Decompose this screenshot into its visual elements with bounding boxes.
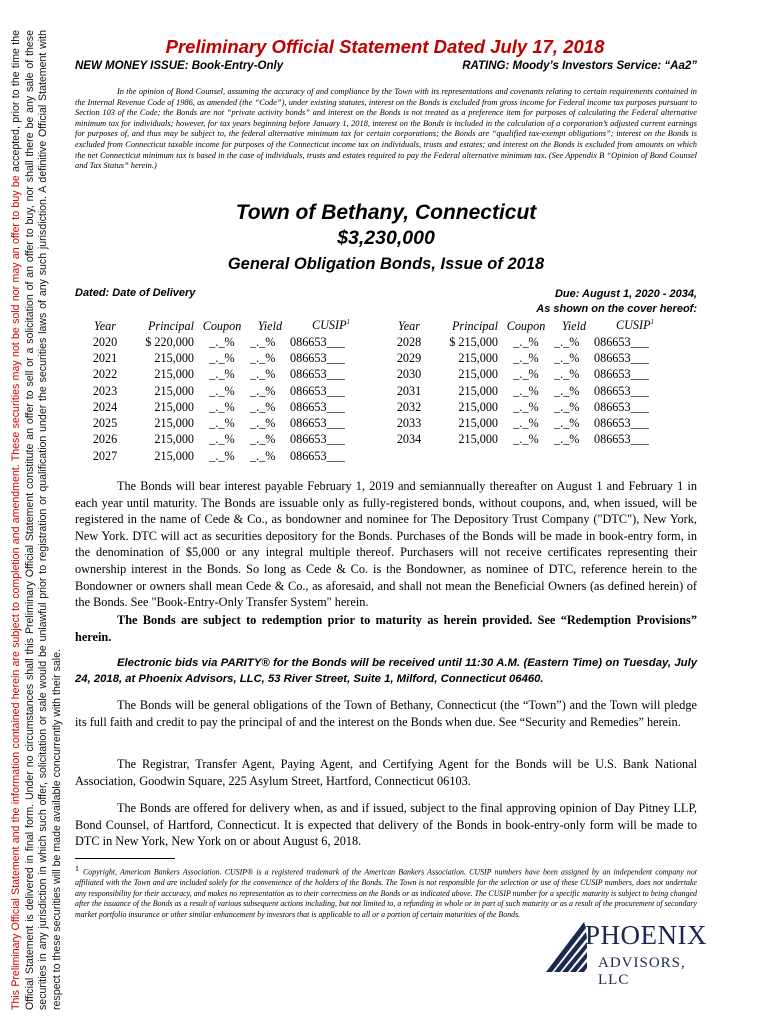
maturity-row (86, 367, 372, 383)
cell-principal: 215,000 (458, 432, 498, 447)
cell-yield: _._% (250, 432, 276, 447)
cell-coupon: _._% (513, 399, 539, 414)
registrar-paragraph: The Registrar, Transfer Agent, Paying Agent, and Certifying Agent for the Bonds will be U.S. Bank National Association, Goodwin Square, 225 Asylum Street, Hartford, Connecticut 06103. (75, 757, 697, 788)
maturity-row (390, 415, 676, 431)
issue-type: NEW MONEY ISSUE: Book-Entry-Only (75, 60, 284, 72)
issue-amount: $3,230,000 (337, 227, 435, 249)
cell-year: 2033 (396, 416, 422, 431)
cell-year: 2032 (396, 399, 422, 414)
maturity-row (390, 383, 676, 399)
cell-yield: _._% (554, 350, 580, 365)
table-header-row (390, 318, 676, 334)
phoenix-advisors-logo (544, 918, 707, 990)
maturity-row (86, 415, 372, 431)
cell-principal: 215,000 (154, 399, 194, 414)
cell-cusip: 086653___ (594, 432, 649, 447)
cell-coupon: _._% (513, 367, 539, 382)
maturity-row (86, 399, 372, 415)
document-title: Preliminary Official Statement Dated July 17, 2018 (165, 36, 605, 57)
maturity-table-right (390, 318, 676, 448)
cell-yield: _._% (250, 350, 276, 365)
cell-principal: 215,000 (154, 432, 194, 447)
cell-coupon: _._% (513, 416, 539, 431)
cell-coupon: _._% (209, 432, 235, 447)
cell-coupon: _._% (209, 367, 235, 382)
phoenix-wing-icon (544, 918, 588, 974)
cell-cusip: 086653___ (290, 416, 345, 431)
cusip-footnote (75, 864, 697, 921)
footnote-text: Copyright, American Bankers Association. CUSIP® is a registered trademark of the American Bankers Association. CUSIP numbers have been assigned by an independent company not affiliated with the Town and are included solely for the convenience of the holders of the Bonds. The Town is not responsible for the selection or use of these CUSIP numbers, does not undertake any responsibility for their accuracy, and makes no representation as to their correctness on the Bonds or as indicated above. The CUSIP number for a specific maturity is subject to being changed after the issuance of the Bonds as a result of various subsequent actions including, but not limited to, a refunding in whole or in part of such maturity or as a result of the procurement of secondary market portfolio insurance or other similar enhancement by investors that is applicable to all or a portion of certain maturities of the Bonds. (75, 867, 697, 919)
header-cusip (290, 318, 372, 334)
header-cusip-note: 1 (650, 318, 655, 327)
cell-year: 2020 (92, 334, 118, 349)
cell-year: 2026 (92, 432, 118, 447)
cell-cusip: 086653___ (594, 367, 649, 382)
cell-coupon: _._% (209, 350, 235, 365)
header-coupon: Coupon (506, 318, 546, 333)
cell-yield: _._% (250, 367, 276, 382)
cell-cusip: 086653___ (594, 416, 649, 431)
header-yield: Yield (257, 318, 283, 333)
cell-cusip: 086653___ (290, 399, 345, 414)
cell-yield: _._% (554, 383, 580, 398)
disclaimer-text (10, 30, 64, 1010)
disclaimer-sidebar (2, 0, 72, 1024)
cell-cusip: 086653___ (594, 399, 649, 414)
maturity-row (86, 334, 372, 350)
header-cusip-label: CUSIP (615, 318, 651, 333)
cell-principal: 215,000 (458, 383, 498, 398)
cell-coupon: _._% (513, 383, 539, 398)
cell-coupon: _._% (209, 448, 235, 463)
header-cusip-label: CUSIP (311, 318, 347, 333)
cell-coupon: _._% (513, 350, 539, 365)
maturity-row (390, 334, 676, 350)
cell-principal: 215,000 (154, 416, 194, 431)
cell-principal: $ 220,000 (145, 334, 194, 349)
cell-year: 2025 (92, 416, 118, 431)
cell-year: 2027 (92, 448, 118, 463)
dated-date: Dated: Date of Delivery (75, 287, 196, 299)
maturity-row (86, 350, 372, 366)
cell-cusip: 086653___ (594, 334, 649, 349)
cell-principal: 215,000 (458, 416, 498, 431)
cell-coupon: _._% (513, 334, 539, 349)
cell-yield: _._% (554, 399, 580, 414)
rating: RATING: Moody’s Investors Service: “Aa2” (462, 60, 697, 72)
cell-cusip: 086653___ (290, 350, 345, 365)
cell-coupon: _._% (209, 383, 235, 398)
cell-year: 2022 (92, 367, 118, 382)
maturity-row (86, 383, 372, 399)
cell-principal: 215,000 (458, 399, 498, 414)
logo-line-2: ADVISORS, LLC (598, 955, 686, 988)
cell-principal: 215,000 (154, 367, 194, 382)
cell-year: 2031 (396, 383, 422, 398)
cell-yield: _._% (554, 432, 580, 447)
interest-paragraph: The Bonds will bear interest payable February 1, 2019 and semiannually thereafter on August 1 and February 1 in each year until maturity. The Bonds are issuable only as fully-registered bonds, without coupons, and, when issued, will be registered in the name of Cede & Co., as bondowner and nominee for The Depository Trust Company ("DTC"), New York, New York. DTC will act as securities depository for the Bonds. Purchases of the Bonds will be made in book-entry form, in the denomination of $5,000 or any integral multiple thereof. Purchasers will not receive certificates representing their ownership interest in the Bonds. So long as Cede & Co. is the Bondowner, as nominee of DTC, reference herein to the Bondowner or owners shall mean Cede & Co., as aforesaid, and shall not mean the Beneficial Owners (as defined herein) of the Bonds. See "Book-Entry-Only Transfer System" herein. (75, 479, 697, 610)
cell-year: 2029 (396, 350, 422, 365)
cell-year: 2021 (92, 350, 118, 365)
table-header-row (86, 318, 372, 334)
maturity-row (86, 448, 372, 464)
header-cusip-note: 1 (346, 318, 351, 327)
cell-year: 2028 (396, 334, 422, 349)
cell-principal: 215,000 (154, 448, 194, 463)
cell-coupon: _._% (209, 416, 235, 431)
delivery-paragraph: The Bonds are offered for delivery when, as and if issued, subject to the final approving opinion of Day Pitney LLP, Bond Counsel, of Hartford, Connecticut. It is expected that delivery of the Bonds in book-entry-only form will be made to DTC in New York, New York on or about August 6, 2018. (75, 801, 697, 849)
due-dates (536, 287, 697, 317)
maturity-row (390, 399, 676, 415)
cell-coupon: _._% (209, 399, 235, 414)
header-year: Year (94, 318, 116, 333)
bond-title: General Obligation Bonds, Issue of 2018 (227, 255, 545, 273)
cell-yield: _._% (250, 383, 276, 398)
cell-yield: _._% (554, 334, 580, 349)
obligation-paragraph: The Bonds will be general obligations of the Town of Bethany, Connecticut (the “Town”) and the Town will pledge its full faith and credit to pay the principal of and the interest on the Bonds when due. See “Security and Remedies” herein. (75, 698, 697, 729)
cell-yield: _._% (250, 334, 276, 349)
cell-year: 2034 (396, 432, 422, 447)
cell-cusip: 086653___ (290, 432, 345, 447)
cell-cusip: 086653___ (290, 448, 345, 463)
cell-coupon: _._% (209, 334, 235, 349)
cell-principal: $ 215,000 (449, 334, 498, 349)
cell-principal: 215,000 (458, 350, 498, 365)
due-line-2: As shown on the cover hereof: (536, 303, 697, 315)
cell-cusip: 086653___ (594, 383, 649, 398)
cell-cusip: 086653___ (290, 334, 345, 349)
logo-line-1: PHOENIX (585, 920, 707, 950)
header-cusip (594, 318, 676, 334)
cell-year: 2024 (92, 399, 118, 414)
cell-principal: 215,000 (154, 350, 194, 365)
cell-principal: 215,000 (154, 383, 194, 398)
disclaimer-rest: accepted, prior to the time the Official Statement is delivered in final form. Under no circumstances shall this Preliminary Official Statement constitute an offer to sell or a solicitation of an offer to buy, nor shall there be any sale of these securities in any jurisdiction in which such offer, solicitation or sale would be unlawful prior to registration or qualification under the securities laws of any such jurisdiction. A definitive Official Statement with respect to these securities will be made available concurrently with their sale. (10, 30, 63, 1010)
cell-cusip: 086653___ (290, 383, 345, 398)
header-principal: Principal (147, 318, 194, 333)
cell-cusip: 086653___ (290, 367, 345, 382)
maturity-row (390, 350, 676, 366)
maturity-row (390, 367, 676, 383)
maturity-row (390, 432, 676, 448)
tax-opinion: In the opinion of Bond Counsel, assuming the accuracy of and compliance by the Town with its representations and covenants relating to certain requirements contained in the Internal Revenue Code of 1986, as amended (the “Code”), under existing statutes, interest on the Bonds is excluded from gross income for Federal income tax purposes pursuant to Section 103 of the Code; the Bonds are not “private activity bonds” and interest on the Bonds is not treated as a preference item for purposes of calculating the Federal alternative minimum tax for individuals; however, for tax years beginning before January 1, 2018, interest on the Bonds is included in the calculation of a corporation’s adjusted current earnings for purposes of, and thus may be subject to, the federal alternative minimum tax for certain corporations; the Bonds are “qualified tax-exempt obligations”; interest on the Bonds is excluded from Connecticut taxable income for purposes of the Connecticut income tax on individuals, trusts and estates; and interest on the Bonds is excluded from amounts on which the net Connecticut minimum tax is based in the case of individuals, trusts and estates required to pay the Federal alternative minimum tax. (See Appendix B “Opinion of Bond Counsel and Tax Status” herein.) (75, 87, 697, 171)
header-year: Year (398, 318, 420, 333)
cell-year: 2030 (396, 367, 422, 382)
cell-year: 2023 (92, 383, 118, 398)
cell-yield: _._% (250, 448, 276, 463)
footnote-rule (75, 858, 175, 859)
header-coupon: Coupon (202, 318, 242, 333)
maturity-table-left (86, 318, 372, 464)
issuer-name: Town of Bethany, Connecticut (235, 201, 537, 224)
disclaimer-red-line: This Preliminary Official Statement and the information contained herein are subject to completion and amendment. These securities may not be sold nor may an offer to buy be (10, 175, 22, 1010)
cell-cusip: 086653___ (594, 350, 649, 365)
header-principal: Principal (451, 318, 498, 333)
redemption-paragraph: The Bonds are subject to redemption prior to maturity as herein provided. See “Redemption Provisions” herein. (75, 613, 697, 644)
cell-principal: 215,000 (458, 367, 498, 382)
maturity-row (86, 432, 372, 448)
cell-yield: _._% (554, 367, 580, 382)
footnote-number: 1 (75, 864, 79, 873)
cell-yield: _._% (250, 399, 276, 414)
header-yield: Yield (561, 318, 587, 333)
cell-yield: _._% (554, 416, 580, 431)
bids-paragraph: Electronic bids via PARITY® for the Bonds will be received until 11:30 A.M. (Eastern Time) on Tuesday, July 24, 2018, at Phoenix Advisors, LLC, 53 River Street, Suite 1, Milford, Connecticut 06460. (75, 657, 697, 685)
cell-yield: _._% (250, 416, 276, 431)
cell-coupon: _._% (513, 432, 539, 447)
due-line-1: Due: August 1, 2020 - 2034, (554, 288, 697, 300)
